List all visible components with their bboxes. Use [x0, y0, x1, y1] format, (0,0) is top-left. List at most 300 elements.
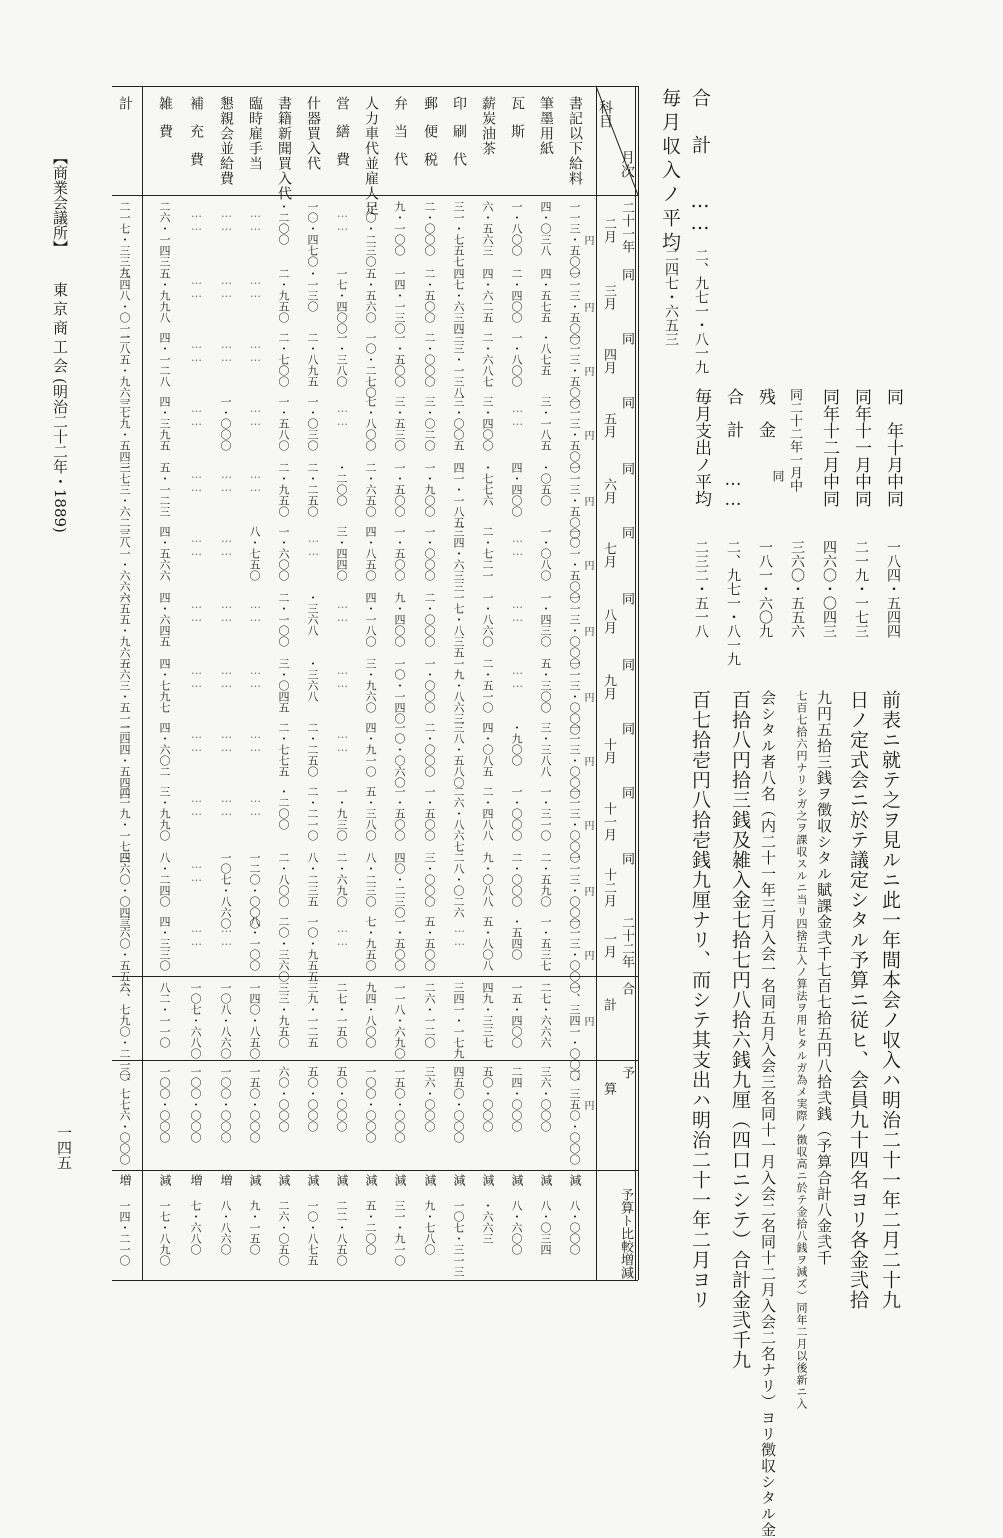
- table-cell: 二、七七六・〇〇〇: [118, 1066, 131, 1165]
- table-cell: 三・四〇〇: [481, 396, 494, 451]
- empty-cell: ……: [249, 207, 262, 233]
- empty-cell: ……: [190, 858, 203, 884]
- table-cell: 一八一・六六六: [118, 526, 131, 603]
- table-cell: 七・八〇〇: [364, 396, 377, 451]
- row-label: 雑費: [157, 96, 173, 152]
- table-cell: 一一三・〇〇〇: [568, 786, 581, 863]
- row-label: 瓦斯: [509, 96, 525, 152]
- column-header: 五月: [601, 412, 616, 438]
- schedule-label: 合計: [723, 388, 743, 454]
- table-cell: 四九・三三七: [481, 982, 494, 1048]
- table-cell: 二・一〇〇: [277, 592, 290, 647]
- diff-value: 一七・八九〇: [158, 1200, 171, 1266]
- unit-mark: 円: [582, 496, 593, 506]
- empty-cell: ……: [336, 922, 349, 948]
- table-cell: 一・四三〇: [539, 592, 552, 647]
- schedule-dots: ……: [723, 470, 743, 510]
- table-cell: 九・四〇〇: [393, 592, 406, 647]
- table-cell: 二・二五〇: [306, 722, 319, 777]
- row-label: 筆墨用紙: [538, 96, 554, 156]
- column-header: 二月: [601, 217, 616, 243]
- table-cell: 四・五七五: [539, 268, 552, 323]
- diff-value: 一四・二一〇: [118, 1200, 131, 1266]
- empty-cell: ……: [249, 664, 262, 690]
- empty-cell: ……: [190, 468, 203, 494]
- schedule-label: 残金: [755, 388, 775, 454]
- unit-mark: 円: [582, 1016, 593, 1026]
- table-cell: 三三・一三八: [452, 332, 465, 398]
- empty-cell: ……: [336, 402, 349, 428]
- unit-mark: 円: [582, 886, 593, 896]
- table-cell: 三八・五八〇: [452, 722, 465, 788]
- table-cell: 一〇七・六八〇: [189, 982, 202, 1059]
- table-cell: 四・一八〇: [364, 592, 377, 647]
- table-rule: [112, 1280, 638, 1281]
- table-cell: ・三六八: [306, 592, 319, 636]
- table-cell: 一四・一三〇: [393, 268, 406, 334]
- table-cell: 三九・一二五: [306, 982, 319, 1048]
- table-cell: 八・一〇〇: [248, 916, 261, 971]
- table-cell: 一〇・九五五: [306, 916, 319, 982]
- schedule-label: 毎月支出ノ平均: [691, 388, 711, 507]
- corner-item-label: 科目: [597, 100, 613, 128]
- diff-value: 八・八六〇: [219, 1200, 232, 1255]
- table-cell: 三・〇二〇: [423, 396, 436, 451]
- table-rule: [635, 86, 636, 1280]
- table-cell: ・七七六: [481, 462, 494, 506]
- unit-mark: 円: [582, 560, 593, 570]
- table-cell: ・〇五〇: [539, 462, 552, 506]
- table-cell: 一九・八六三: [452, 658, 465, 724]
- diff-sign: 減: [393, 1174, 407, 1186]
- table-cell: 四・七九七: [158, 658, 171, 713]
- column-header: 一月: [601, 932, 616, 958]
- table-cell: 一・五〇〇: [393, 916, 406, 971]
- table-cell: 一一三・五〇〇: [568, 462, 581, 539]
- table-rule: [112, 1060, 638, 1061]
- diff-sign: 増: [189, 1174, 203, 1186]
- column-header: 九月: [601, 674, 616, 700]
- column-header: 二十一年: [619, 201, 634, 253]
- paragraph-line: 七百七拾六円ナリシガ之ヲ課収スルニ当リ四捨五入ノ算法ヲ用ヒタルガ為メ実際ノ徴収高ニ於テ金拾八銭ヲ減ズ）同年二月以後新ニ入: [795, 690, 808, 1410]
- diff-sign: 減: [423, 1174, 437, 1186]
- table-cell: 一・六〇〇: [277, 526, 290, 581]
- diff-sign: 減: [452, 1174, 466, 1186]
- empty-cell: ……: [511, 598, 524, 624]
- table-cell: 一〇八・八六〇: [219, 982, 232, 1059]
- column-header: 同: [619, 852, 634, 865]
- table-cell: ・三六八: [306, 658, 319, 702]
- income-avg-label: 毎月収入ノ平均: [659, 88, 681, 256]
- table-cell: 一五〇・〇〇〇: [393, 1066, 406, 1143]
- diff-value: 九・一五〇: [248, 1200, 261, 1255]
- table-cell: 八・七五〇: [248, 526, 261, 581]
- table-cell: 二・六九〇: [335, 852, 348, 907]
- empty-cell: ……: [220, 338, 233, 364]
- table-cell: 二四・〇〇〇: [510, 1066, 523, 1132]
- table-cell: 八・二四〇: [158, 852, 171, 907]
- schedule-value: 二三二・五一八: [693, 540, 709, 638]
- table-cell: 五・三〇〇: [539, 658, 552, 713]
- footer-source: 【商業会議所】: [51, 150, 69, 255]
- column-header: 同: [619, 722, 634, 735]
- table-cell: 二・五〇〇: [423, 268, 436, 323]
- diff-sign: 減: [510, 1174, 524, 1186]
- table-cell: 二・七〇〇: [277, 332, 290, 387]
- empty-cell: ……: [220, 664, 233, 690]
- diff-sign: 減: [277, 1174, 291, 1186]
- column-header: 同: [619, 462, 634, 475]
- table-cell: ・八七五: [539, 332, 552, 376]
- income-avg-value: 二四七・六五三: [663, 248, 679, 346]
- table-cell: 一〇〇・〇〇〇: [219, 1066, 232, 1143]
- table-cell: 四・九一〇: [364, 722, 377, 777]
- table-cell: 二・九五〇: [277, 268, 290, 323]
- paragraph-line: 百七拾壱円八拾壱銭九厘ナリ、而シテ其支出ハ明治二十一年二月ヨリ: [689, 690, 711, 1310]
- diff-sign: 増: [219, 1174, 233, 1186]
- column-header: 計: [601, 998, 616, 1011]
- schedule-value: 一八一・六〇九: [757, 540, 773, 638]
- column-header: 同: [619, 658, 634, 671]
- table-cell: 二・六五〇: [364, 462, 377, 517]
- income-total-dots: ……: [689, 190, 711, 234]
- empty-cell: ……: [336, 207, 349, 233]
- table-cell: 三四一・一七九: [452, 982, 465, 1059]
- empty-cell: ……: [190, 207, 203, 233]
- table-cell: 一六三・五一二: [118, 658, 131, 735]
- diff-value: 二二・八五〇: [335, 1200, 348, 1266]
- unit-mark: 円: [582, 756, 593, 766]
- table-cell: ・九〇〇: [510, 722, 523, 766]
- table-cell: 三・〇〇五: [452, 396, 465, 451]
- table-cell: 二、七九〇・二一〇: [118, 982, 131, 1081]
- column-header: 予算ト比較増減: [618, 1188, 633, 1279]
- empty-cell: ……: [220, 922, 233, 948]
- table-cell: 三・九六〇: [364, 658, 377, 713]
- table-cell: 一・九〇〇: [423, 462, 436, 517]
- empty-cell: ……: [220, 532, 233, 558]
- row-label: 什器買入代: [305, 96, 321, 171]
- diff-sign: 減: [158, 1174, 172, 1186]
- income-total-label: 合計: [689, 88, 711, 182]
- table-cell: 六〇・〇〇〇: [277, 1066, 290, 1132]
- empty-cell: ……: [220, 274, 233, 300]
- table-cell: 一・〇〇〇: [423, 658, 436, 713]
- table-cell: 四・三三〇: [158, 916, 171, 971]
- table-cell: ・一三〇: [306, 268, 319, 312]
- schedule-value: 一八四・五四四: [885, 540, 901, 638]
- table-cell: 一一三・五〇〇: [568, 268, 581, 345]
- table-cell: 一・九三〇: [335, 786, 348, 841]
- table-cell: 五・一二三: [158, 462, 171, 517]
- row-label: 薪炭油茶: [480, 96, 496, 156]
- diff-sign: 増: [118, 1174, 132, 1186]
- table-cell: 三・九九〇: [158, 786, 171, 841]
- table-cell: 三・五三〇: [393, 396, 406, 451]
- table-cell: 一〇・一四〇: [393, 658, 406, 724]
- paragraph-line: 九円五拾三銭ヲ徴収シタル賦課金弐千七百七拾五円八拾弐銭（予算合計八金弐千: [815, 690, 833, 1266]
- table-cell: 三六〇・五五六: [118, 916, 131, 993]
- table-cell: 二・〇〇〇: [423, 722, 436, 777]
- table-cell: 三六・〇〇〇: [539, 1066, 552, 1132]
- unit-mark: 円: [582, 302, 593, 312]
- table-cell: 一〇〇・〇〇〇: [364, 1066, 377, 1143]
- table-cell: 四・五六六: [158, 526, 171, 581]
- column-header: 七月: [601, 542, 616, 568]
- table-cell: 一・五〇〇: [423, 786, 436, 841]
- table-cell: 四一・一八五: [452, 462, 465, 528]
- empty-cell: ……: [336, 664, 349, 690]
- paragraph-line: 日ノ定式会ニ於テ議定シタル予算ニ従ヒ、会員九十四名ヨリ各金弐拾: [847, 690, 869, 1310]
- table-cell: 一八五・九六三: [118, 332, 131, 409]
- row-label: 計: [117, 96, 133, 124]
- table-cell: ・五四〇: [510, 916, 523, 960]
- column-header: 同: [619, 526, 634, 539]
- table-cell: 三四八・〇一二: [118, 268, 131, 345]
- empty-cell: ……: [249, 792, 262, 818]
- unit-mark: 円: [582, 235, 593, 245]
- unit-mark: 円: [582, 626, 593, 636]
- table-cell: 一一三・〇〇〇: [568, 722, 581, 799]
- unit-mark: 円: [582, 820, 593, 830]
- table-cell: 二・八〇〇: [277, 852, 290, 907]
- empty-cell: ……: [249, 274, 262, 300]
- column-header: 六月: [601, 478, 616, 504]
- table-cell: 四・三九五: [158, 396, 171, 451]
- table-cell: 二・七七五: [277, 722, 290, 777]
- table-cell: 八・二三〇: [364, 852, 377, 907]
- table-cell: 二六・一二〇: [423, 982, 436, 1048]
- empty-cell: ……: [511, 664, 524, 690]
- table-cell: 四六〇・〇四三: [118, 852, 131, 929]
- empty-cell: ……: [190, 728, 203, 754]
- empty-cell: ……: [220, 468, 233, 494]
- empty-cell: ……: [220, 598, 233, 624]
- table-cell: 四・六〇二: [158, 722, 171, 777]
- row-label: 臨時雇手当: [247, 96, 263, 171]
- table-cell: 一五〇・〇〇〇: [248, 1066, 261, 1143]
- table-cell: 一一三・〇〇〇: [568, 916, 581, 993]
- corner-month-label: 月次: [619, 150, 635, 178]
- table-cell: 一一三・五〇〇: [568, 332, 581, 409]
- table-cell: 一〇一・五〇〇: [568, 526, 581, 603]
- empty-cell: ……: [249, 468, 262, 494]
- row-label: 郵便税: [422, 96, 438, 180]
- table-cell: 二七・一五〇: [335, 982, 348, 1048]
- table-cell: 六・五六三: [481, 201, 494, 256]
- row-label: 弁当代: [392, 96, 408, 180]
- table-cell: 一五・四〇〇: [510, 982, 523, 1048]
- column-header: 十一月: [601, 802, 616, 841]
- column-header: 八月: [601, 608, 616, 634]
- table-rule: [596, 86, 597, 1280]
- table-cell: 九・〇八八: [481, 852, 494, 907]
- diff-value: 一〇・八七五: [306, 1200, 319, 1266]
- table-cell: 五・五六〇: [364, 268, 377, 323]
- table-cell: 五〇・〇〇〇: [306, 1066, 319, 1132]
- table-cell: 四・〇三八: [539, 201, 552, 256]
- column-header: 合: [619, 982, 634, 995]
- table-cell: ・二〇〇: [277, 201, 290, 245]
- footer-org: 東京商工会: [51, 282, 69, 377]
- schedule-value: 四六〇・〇四三: [821, 540, 837, 638]
- table-cell: 四・一二八: [158, 332, 171, 387]
- table-cell: 三三・九五〇: [277, 982, 290, 1048]
- schedule-label: 同二十二年一月中: [787, 388, 802, 492]
- table-cell: 二・六八七: [481, 332, 494, 387]
- table-cell: 二・四〇〇: [510, 268, 523, 323]
- column-header: 同: [619, 592, 634, 605]
- table-cell: 五・五〇〇: [423, 916, 436, 971]
- table-cell: 二・七二一: [481, 526, 494, 581]
- table-cell: 四七・六三四: [452, 268, 465, 334]
- table-rule: [112, 1170, 638, 1171]
- table-cell: 二・二五〇: [306, 462, 319, 517]
- schedule-label: 同年十二月中同: [819, 388, 839, 507]
- table-cell: 四・〇八五: [481, 722, 494, 777]
- table-cell: 四・四〇〇: [510, 462, 523, 517]
- diff-value: 八・六〇〇: [510, 1200, 523, 1255]
- row-label: 人力車代並雇人足: [363, 96, 379, 216]
- empty-cell: ……: [190, 274, 203, 300]
- table-cell: 二・九五〇: [277, 462, 290, 517]
- table-cell: 三・四四〇: [335, 526, 348, 581]
- paragraph-line: 百拾八円拾三銭及雑入金七拾七円八拾六銭九厘（四口ニシテ）合計金弐千九: [729, 690, 751, 1370]
- table-cell: 一・〇〇〇: [219, 396, 232, 451]
- table-cell: 一〇・〇六〇: [393, 722, 406, 788]
- table-cell: 一・五〇〇: [393, 526, 406, 581]
- row-label: 懇親会並給費: [218, 96, 234, 186]
- table-cell: 二六・八六七: [452, 786, 465, 852]
- table-cell: 九四・八〇〇: [364, 982, 377, 1048]
- schedule-sub: 同: [771, 470, 785, 482]
- table-cell: ・二〇〇: [277, 786, 290, 830]
- table-cell: ・二〇〇: [335, 462, 348, 506]
- unit-mark: 円: [582, 950, 593, 960]
- column-header: 同: [619, 396, 634, 409]
- schedule-label: 同年十一月中同: [851, 388, 871, 507]
- income-total-value: 二、九七一・八一九: [693, 248, 709, 374]
- table-cell: 一、三四一・〇〇〇: [568, 982, 581, 1081]
- empty-cell: ……: [249, 728, 262, 754]
- table-cell: 五・三八〇: [364, 786, 377, 841]
- table-cell: 一・五〇〇: [393, 332, 406, 387]
- column-header: 十二月: [601, 868, 616, 907]
- table-cell: 一・八〇〇: [510, 201, 523, 256]
- table-rule: [112, 976, 638, 977]
- table-cell: 一・五〇〇: [393, 462, 406, 517]
- schedule-value: 三六〇・五五六: [789, 540, 805, 638]
- empty-cell: ……: [190, 402, 203, 428]
- diff-value: 八・〇三四: [539, 1200, 552, 1255]
- column-header: 予: [619, 1066, 634, 1079]
- table-cell: 四五〇・〇〇〇: [452, 1066, 465, 1143]
- table-cell: 一・五〇〇: [393, 786, 406, 841]
- table-cell: 一一八・六九〇: [393, 982, 406, 1059]
- table-cell: 一一三・五〇〇: [568, 201, 581, 278]
- table-cell: 五・八〇八: [481, 916, 494, 971]
- diff-sign: 減: [306, 1174, 320, 1186]
- unit-mark: 円: [582, 1100, 593, 1110]
- empty-cell: ……: [190, 598, 203, 624]
- table-cell: 二七・六六六: [539, 982, 552, 1048]
- table-cell: 五・九九八: [158, 268, 171, 323]
- diff-value: 五・二〇〇: [364, 1200, 377, 1255]
- diff-value: 三一・九一〇: [393, 1200, 406, 1266]
- table-cell: 四・八五〇: [364, 526, 377, 581]
- table-cell: 一・〇三〇: [306, 396, 319, 451]
- table-cell: 一・五三七: [539, 916, 552, 971]
- table-cell: 一一三・〇〇〇: [568, 852, 581, 929]
- empty-cell: ……: [453, 922, 466, 948]
- empty-cell: ……: [190, 338, 203, 364]
- table-cell: 二・五一〇: [481, 658, 494, 713]
- table-cell: 二・〇〇〇: [510, 852, 523, 907]
- table-cell: 三・一八五: [539, 396, 552, 451]
- schedule-value: 二、九七一・八一九: [725, 540, 741, 666]
- column-header: 十月: [601, 738, 616, 764]
- table-cell: 三六・〇〇〇: [423, 1066, 436, 1132]
- page-number: 一四五: [55, 1125, 73, 1170]
- table-cell: 一七三・六二三: [118, 462, 131, 539]
- empty-cell: ……: [190, 922, 203, 948]
- diff-sign: 減: [568, 1174, 582, 1186]
- table-cell: 一・〇〇〇: [423, 526, 436, 581]
- table-cell: 一〇〇・〇〇〇: [158, 1066, 171, 1143]
- diff-value: 八・〇〇〇: [568, 1200, 581, 1255]
- table-cell: 一・八〇〇: [510, 332, 523, 387]
- table-cell: 八・二三五: [306, 852, 319, 907]
- schedule-label: 同 年十月中同: [883, 388, 903, 507]
- table-cell: 一〇〇・〇〇〇: [189, 1066, 202, 1143]
- table-cell: 二・四八八: [481, 786, 494, 841]
- table-cell: 一〇・二七〇: [364, 332, 377, 398]
- empty-cell: ……: [336, 598, 349, 624]
- diff-sign: 減: [539, 1174, 553, 1186]
- table-cell: 一四四・五四四: [118, 722, 131, 799]
- table-cell: 一、三五〇・〇〇〇: [568, 1066, 581, 1165]
- diff-sign: 減: [335, 1174, 349, 1186]
- table-cell: 一一三・五〇〇: [568, 396, 581, 473]
- table-rule: [142, 86, 143, 1280]
- empty-cell: ……: [190, 664, 203, 690]
- column-header: 三月: [601, 284, 616, 310]
- empty-cell: ……: [249, 338, 262, 364]
- table-cell: 一四〇・八五〇: [248, 982, 261, 1059]
- empty-cell: ……: [190, 792, 203, 818]
- table-cell: 三一・七五七: [452, 201, 465, 267]
- table-cell: 二・〇〇〇: [423, 592, 436, 647]
- empty-cell: ……: [220, 207, 233, 233]
- table-cell: 一一三・〇〇〇: [568, 658, 581, 735]
- table-cell: 二・〇〇〇: [423, 332, 436, 387]
- table-cell: 二・五九〇: [539, 852, 552, 907]
- table-cell: 四〇・二三〇: [393, 852, 406, 918]
- empty-cell: ……: [249, 598, 262, 624]
- diff-value: 九・七八〇: [423, 1200, 436, 1255]
- row-label: 補充費: [188, 96, 204, 180]
- table-cell: 二一七・三三九: [118, 201, 131, 278]
- column-header: 算: [601, 1082, 616, 1095]
- table-cell: 一・三八〇: [335, 332, 348, 387]
- table-cell: 一・〇〇〇: [510, 786, 523, 841]
- table-cell: 二・二一〇: [306, 786, 319, 841]
- table-cell: 二八・〇二六: [452, 852, 465, 918]
- unit-mark: 円: [582, 430, 593, 440]
- table-cell: 四・六二五: [481, 268, 494, 323]
- table-cell: 八二・一一〇: [158, 982, 171, 1048]
- table-cell: 五〇・〇〇〇: [335, 1066, 348, 1132]
